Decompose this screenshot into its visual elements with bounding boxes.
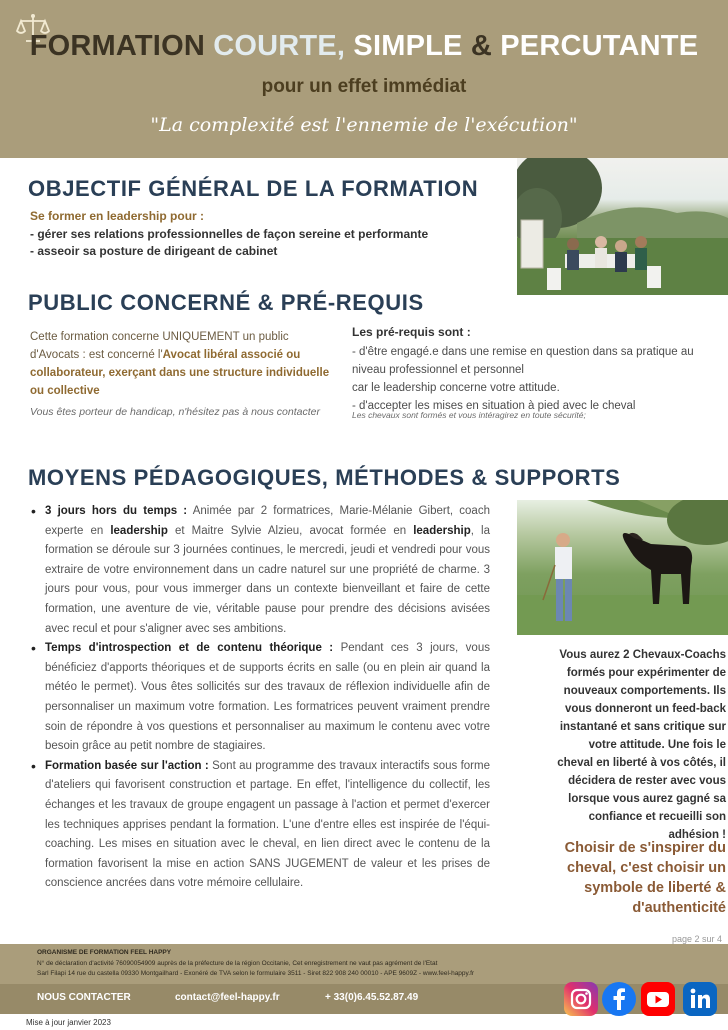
- horse-tagline: Choisir de s'inspirer du cheval, c'est choisir un symbole de liberté & d'authenticité: [564, 840, 726, 916]
- title-word-formation: FORMATION: [29, 30, 214, 62]
- objectif-item: - gérer ses relations professionnelles de façon sereine et performante: [30, 227, 429, 241]
- list-item: [28, 639, 490, 757]
- objectif-heading: OBJECTIF GÉNÉRAL DE LA FORMATION: [28, 176, 479, 201]
- public-description: [30, 328, 335, 400]
- title-word-percutante: PERCUTANTE: [500, 30, 699, 62]
- page-title: [0, 30, 728, 63]
- prereq-note: Les chevaux sont formés et vous intéragirez en toute sécurité;: [352, 410, 586, 420]
- page-header: [0, 0, 728, 158]
- instagram-icon[interactable]: [564, 982, 598, 1016]
- youtube-icon[interactable]: [641, 982, 675, 1016]
- list-item-bold: leadership: [413, 524, 471, 537]
- horse-caption: Vous aurez 2 Chevaux-Coachs formés pour expérimenter de nouveaux comportements. Ils vous donneront un feed-back instantané et sans critique sur votre attitude. Une fois le cheval en liberté à vos côtés, il décidera de rester avec vous lorsque vous aurez gagné sa confiance et recueilli son adhésion !: [557, 649, 726, 841]
- contact-email-link[interactable]: contact@feel-happy.fr: [175, 992, 280, 1003]
- footer-legal: [0, 944, 728, 984]
- handicap-note: Vous êtes porteur de handicap, n'hésitez pas à nous contacter: [30, 406, 320, 418]
- meeting-photo: [517, 158, 728, 295]
- list-item-text: et Maitre Sylvie Alzieu, avocat formée en: [167, 524, 414, 537]
- public-text-bold: Avocat libéral associé ou collaborateur, exerçant dans une structure individuelle ou collective: [30, 349, 330, 397]
- prereq-item: - d'accepter les mises en situation à pied avec le cheval: [352, 400, 636, 412]
- public-heading: PUBLIC CONCERNÉ & PRÉ-REQUIS: [28, 290, 424, 315]
- title-ampersand: &: [470, 30, 501, 62]
- objectif-list: [30, 226, 428, 260]
- linkedin-icon[interactable]: [683, 982, 717, 1016]
- page-number: page 2 sur 4: [671, 934, 722, 944]
- contact-label: NOUS CONTACTER: [37, 992, 131, 1003]
- title-word-courte: COURTE,: [213, 30, 354, 62]
- moyens-heading: MOYENS PÉDAGOGIQUES, MÉTHODES & SUPPORTS: [28, 465, 621, 490]
- prereq-item: car le leadership concerne votre attitude.: [352, 382, 560, 394]
- moyens-list: [28, 502, 490, 894]
- horse-photo: [517, 500, 728, 635]
- update-date: Mise à jour janvier 2023: [26, 1018, 111, 1027]
- header-quote: "La complexité est l'ennemie de l'exécution": [150, 114, 578, 136]
- footer-declaration: N° de déclaration d'activité 76090054909 auprès de la préfecture de la région Occitanie, Cet enregistrement ne vaut pas agrément de l'Etat: [37, 960, 438, 967]
- list-item-text: Sont au programme des travaux interactifs sous forme d'ateliers qui favorisent construction et partage. En effet, l'intelligence du collectif, les échanges et les travaux de groupe engagent un passage à l'action et permet d'exercer les techniques apprises pendant la formation. L'une d'entre elles est inspirée de l'équi-coaching. Les mises en situation avec le cheval, en lien direct avec le contenu de la formation favorisent la mise en action SANS JUGEMENT de valeur et les prises de conscience ancrées dans votre mémoire cellulaire.: [45, 759, 490, 890]
- list-item-text: , la formation se déroule sur 3 journées continues, le mercredi, jeudi et vendredi pour vous extraire de votre environnement dans un cadre naturel sur une propriété de charme. 3 jours pour vous, pour vous immerger dans un contexte bienveillant et faire de cette formation, une aventure de vie, véritable pause pour prendre des décisions avisées avec recul et pour s'aligner avec ses ambitions.: [45, 524, 490, 635]
- list-item: [28, 502, 490, 639]
- prereq-heading: Les pré-requis sont :: [352, 325, 471, 339]
- list-item-title: Temps d'introspection et de contenu théorique :: [45, 642, 334, 655]
- footer-org: ORGANISME DE FORMATION FEEL HAPPY: [37, 949, 172, 956]
- contact-phone-link[interactable]: + 33(0)6.45.52.87.49: [325, 992, 419, 1003]
- list-item-title: Formation basée sur l'action :: [45, 759, 209, 772]
- prereq-list: [352, 343, 712, 415]
- objectif-item: - asseoir sa posture de dirigeant de cabinet: [30, 244, 278, 258]
- list-item-bold: leadership: [110, 524, 168, 537]
- prereq-item: - d'être engagé.e dans une remise en question dans sa pratique au niveau professionnel et personnel: [352, 346, 694, 376]
- page-subtitle: pour un effet immédiat: [261, 76, 467, 97]
- list-item-text: Animée par 2 formatrices, Marie-Mélanie Gibert, coach experte en: [45, 505, 490, 537]
- objectif-intro: Se former en leadership pour :: [30, 209, 205, 223]
- facebook-icon[interactable]: [602, 982, 636, 1016]
- title-word-simple: SIMPLE: [353, 30, 471, 62]
- public-text: Cette formation concerne UNIQUEMENT un public d'Avocats : est concerné l': [30, 331, 289, 361]
- list-item-title: 3 jours hors du temps :: [45, 505, 188, 517]
- list-item: [28, 757, 490, 894]
- list-item-text: Pendant ces 3 jours, vous bénéficiez d'apports théoriques et de supports écrits en salle (ou en plein air quand la météo le permet). Vous êtes sollicités sur des travaux de réflexion individuelle afin de personnaliser un maximum votre formation. Les formatrices peuvent vraiment prendre soin de répondre à vos questions et personnaliser au maximum le contenu avec votre besoin grâce au petit nombre de stagiaires.: [45, 642, 490, 753]
- footer-address: Sarl Filapi 14 rue du castella 09330 Montgailhard - Exonéré de TVA selon le formulaire 3511 - Siret 822 908 240 00010 - APE 9609Z - www.feel-happy.fr: [37, 970, 475, 977]
